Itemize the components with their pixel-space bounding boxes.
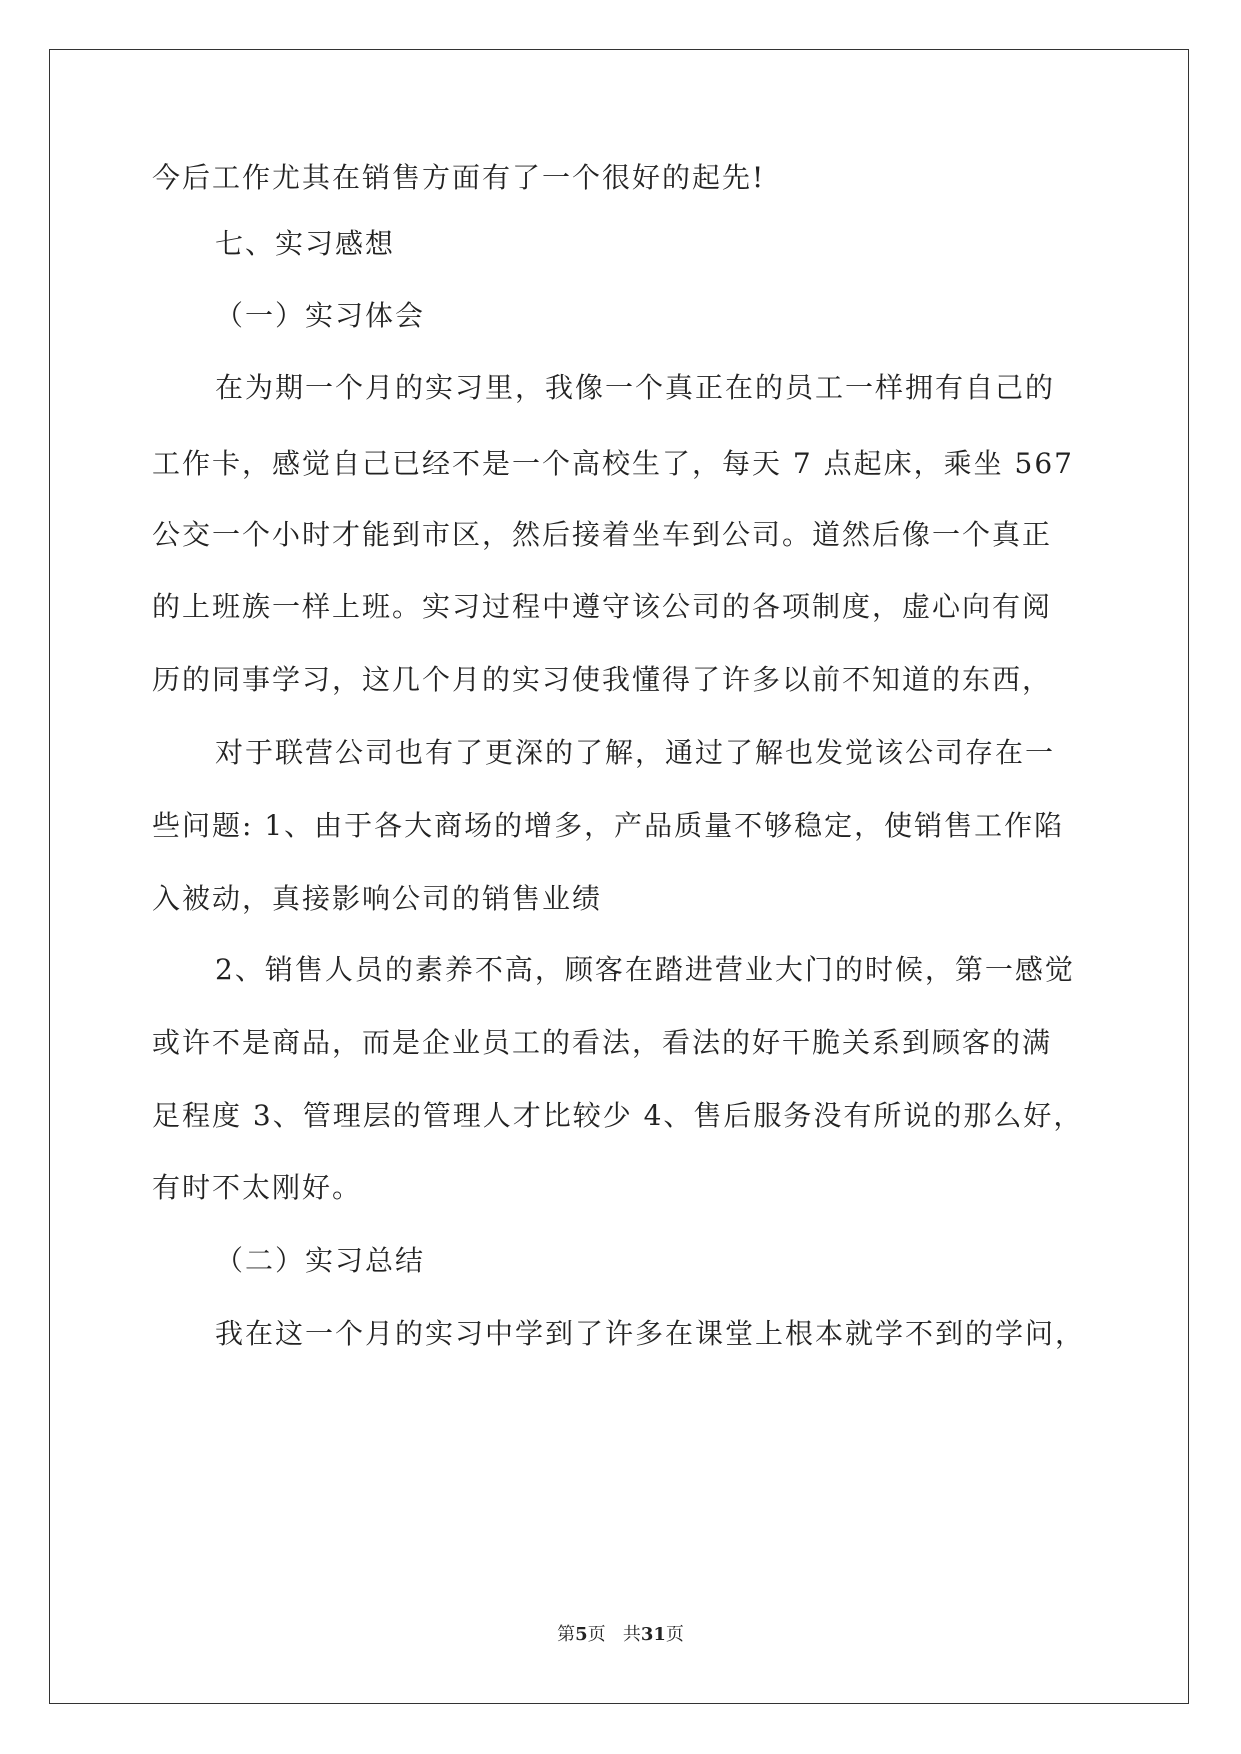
paragraph-line: 我在这一个月的实习中学到了许多在课堂上根本就学不到的学问， bbox=[215, 1317, 1086, 1350]
paragraph-line: 或许不是商品，而是企业员工的看法，看法的好干脆关系到顾客的满 bbox=[152, 1026, 1053, 1059]
paragraph-line: 历的同事学习，这几个月的实习使我懂得了许多以前不知道的东西， bbox=[152, 663, 1053, 696]
footer-page-suffix: 页 bbox=[587, 1624, 606, 1645]
footer-total-suffix: 页 bbox=[665, 1624, 684, 1645]
footer-total-prefix: 共 bbox=[622, 1624, 641, 1645]
footer-prefix: 第 bbox=[557, 1624, 576, 1645]
paragraph-line: 在为期一个月的实习里，我像一个真正在的员工一样拥有自己的 bbox=[215, 371, 1056, 404]
paragraph-line: 对于联营公司也有了更深的了解，通过了解也发觉该公司存在一 bbox=[215, 736, 1056, 769]
paragraph-line: 入被动，真接影响公司的销售业绩 bbox=[152, 882, 603, 915]
paragraph-line: 2、销售人员的素养不高，顾客在踏进营业大门的时候，第一感觉 bbox=[215, 953, 1075, 986]
page-number: 5 bbox=[575, 1624, 588, 1645]
paragraph-line: 的上班族一样上班。实习过程中遵守该公司的各项制度，虚心向有阅 bbox=[152, 590, 1053, 623]
subsection-heading: （一）实习体会 bbox=[215, 299, 426, 332]
paragraph-line: 些问题: 1、由于各大商场的增多，产品质量不够稳定，使销售工作陷 bbox=[152, 809, 1065, 842]
section-heading: 七、实习感想 bbox=[215, 227, 396, 260]
paragraph-line: 工作卡，感觉自己已经不是一个高校生了，每天 7 点起床，乘坐 567 bbox=[152, 447, 1074, 480]
paragraph-line: 有时不太刚好。 bbox=[152, 1171, 363, 1204]
paragraph-line: 足程度 3、管理层的管理人才比较少 4、售后服务没有所说的那么好， bbox=[152, 1099, 1084, 1132]
subsection-heading: （二）实习总结 bbox=[215, 1244, 426, 1277]
total-pages: 31 bbox=[640, 1624, 666, 1645]
text-line: 今后工作尤其在销售方面有了一个很好的起先! bbox=[152, 161, 766, 194]
page-footer bbox=[0, 1620, 1241, 1646]
paragraph-line: 公交一个小时才能到市区，然后接着坐车到公司。道然后像一个真正 bbox=[152, 518, 1053, 551]
